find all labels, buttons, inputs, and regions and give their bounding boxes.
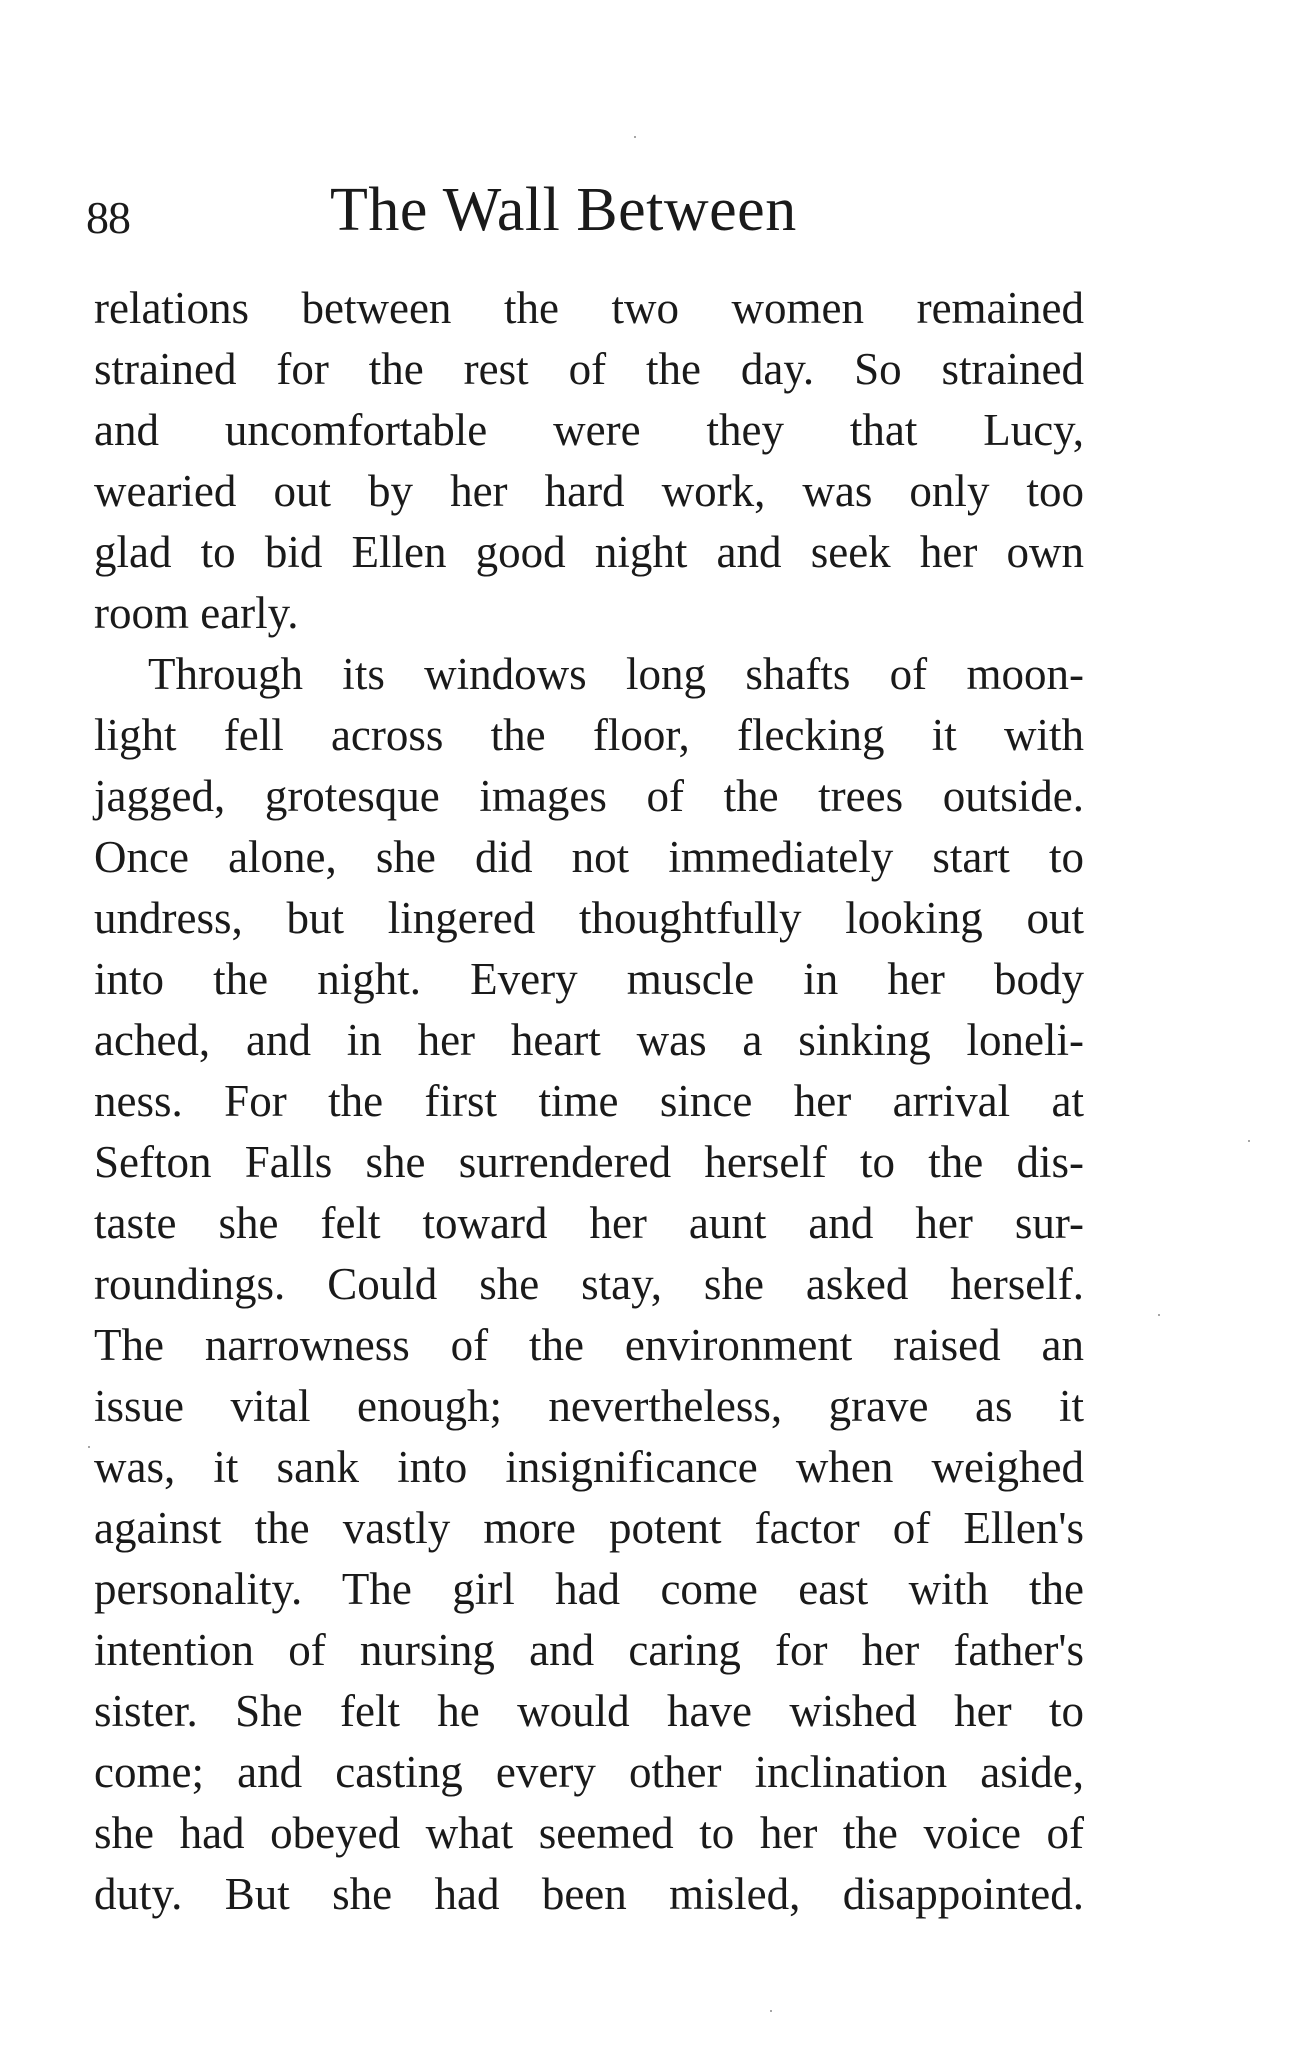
text-line: roundings. Could she stay, she asked herself. bbox=[94, 1259, 1084, 1309]
text-line: ness. For the first time since her arrival at bbox=[94, 1076, 1084, 1126]
text-line: wearied out by her hard work, was only too bbox=[94, 466, 1084, 516]
text-line: relations between the two women remained bbox=[94, 283, 1084, 333]
text-line: was, it sank into insignificance when weighed bbox=[94, 1442, 1084, 1492]
text-line: personality. The girl had come east with the bbox=[94, 1564, 1084, 1614]
running-title: The Wall Between bbox=[330, 176, 797, 244]
paper-speck bbox=[1248, 1140, 1250, 1142]
paper-speck bbox=[770, 2010, 772, 2012]
text-line: strained for the rest of the day. So strained bbox=[94, 344, 1084, 394]
paragraph-2 bbox=[94, 644, 1084, 1925]
text-line: Sefton Falls she surrendered herself to the dis- bbox=[94, 1137, 1084, 1187]
page-number: 88 bbox=[86, 192, 130, 243]
text-line: room early. bbox=[94, 588, 299, 638]
text-line: ached, and in her heart was a sinking loneli- bbox=[94, 1015, 1084, 1065]
text-line: undress, but lingered thoughtfully looking out bbox=[94, 893, 1084, 943]
text-line: and uncomfortable were they that Lucy, bbox=[94, 405, 1084, 455]
text-line: jagged, grotesque images of the trees outside. bbox=[94, 771, 1084, 821]
text-line: she had obeyed what seemed to her the voice of bbox=[94, 1808, 1084, 1858]
text-line: duty. But she had been misled, disappointed. bbox=[94, 1869, 1084, 1919]
body-text bbox=[94, 278, 1084, 1925]
paper-speck bbox=[88, 1446, 90, 1448]
text-line: glad to bid Ellen good night and seek her own bbox=[94, 527, 1084, 577]
text-line: issue vital enough; nevertheless, grave as it bbox=[94, 1381, 1084, 1431]
text-line: come; and casting every other inclination aside, bbox=[94, 1747, 1084, 1797]
text-line: into the night. Every muscle in her body bbox=[94, 954, 1084, 1004]
text-line: light fell across the floor, flecking it with bbox=[94, 710, 1084, 760]
text-line: Once alone, she did not immediately start to bbox=[94, 832, 1084, 882]
text-line: intention of nursing and caring for her father's bbox=[94, 1625, 1084, 1675]
paragraph-1 bbox=[94, 278, 1084, 644]
text-line: sister. She felt he would have wished her to bbox=[94, 1686, 1084, 1736]
paper-speck bbox=[1158, 1314, 1160, 1316]
text-line: against the vastly more potent factor of Ellen's bbox=[94, 1503, 1084, 1553]
text-line: The narrowness of the environment raised an bbox=[94, 1320, 1084, 1370]
paper-speck bbox=[634, 136, 636, 138]
text-line: taste she felt toward her aunt and her sur- bbox=[94, 1198, 1084, 1248]
text-line: Through its windows long shafts of moon- bbox=[148, 649, 1084, 699]
page-header bbox=[86, 170, 1086, 250]
